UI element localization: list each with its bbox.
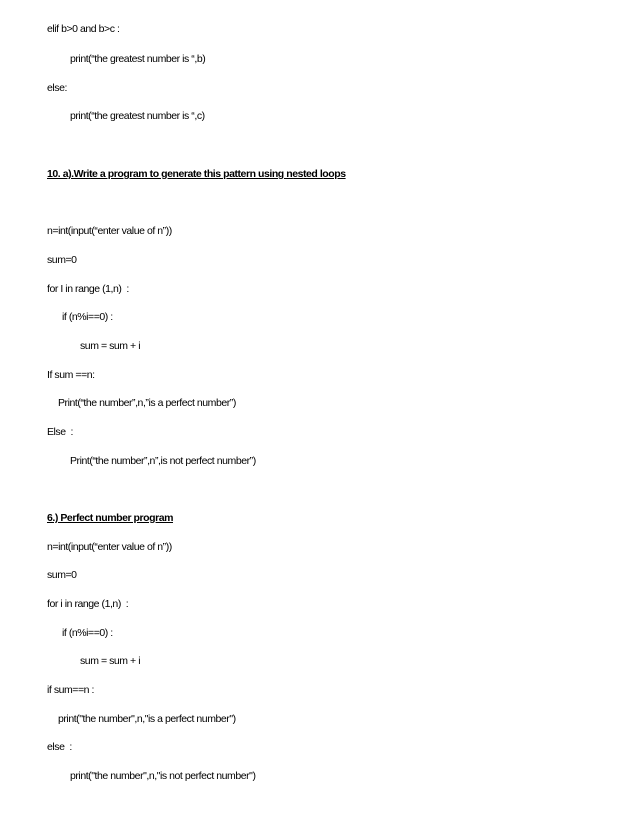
code-line: if (n%i==0) : — [62, 311, 113, 323]
code-line: for i in range (1,n) : — [47, 598, 129, 610]
code-line: n=int(input(“enter value of n”)) — [47, 541, 172, 553]
code-line: for I in range (1,n) : — [47, 283, 129, 295]
code-line: sum = sum + i — [80, 340, 141, 352]
code-line: print(“the greatest number is “,c) — [70, 110, 205, 122]
code-line: n=int(input(“enter value of n”)) — [47, 225, 172, 237]
code-line: Else : — [47, 426, 74, 438]
code-line: if sum==n : — [47, 684, 94, 696]
code-line: print("the number",n,"is not perfect number") — [70, 770, 256, 782]
code-line: If sum ==n: — [47, 369, 95, 381]
code-line: print("the number",n,"is a perfect number") — [58, 713, 236, 725]
code-line: sum=0 — [47, 569, 77, 581]
code-line: else: — [47, 82, 67, 94]
code-line: else : — [47, 741, 72, 753]
code-line: Print(“the number”,n”,is not perfect number”) — [70, 455, 256, 467]
code-line: if (n%i==0) : — [62, 627, 113, 639]
section-heading: 10. a).Write a program to generate this pattern using nested loops — [47, 168, 346, 180]
code-line: sum=0 — [47, 254, 77, 266]
code-line: elif b>0 and b>c : — [47, 23, 120, 35]
section-heading: 6.) Perfect number program — [47, 512, 173, 524]
code-line: Print(“the number”,n,”is a perfect number”) — [58, 397, 236, 409]
code-line: print(“the greatest number is “,b) — [70, 53, 206, 65]
code-line: sum = sum + i — [80, 655, 141, 667]
